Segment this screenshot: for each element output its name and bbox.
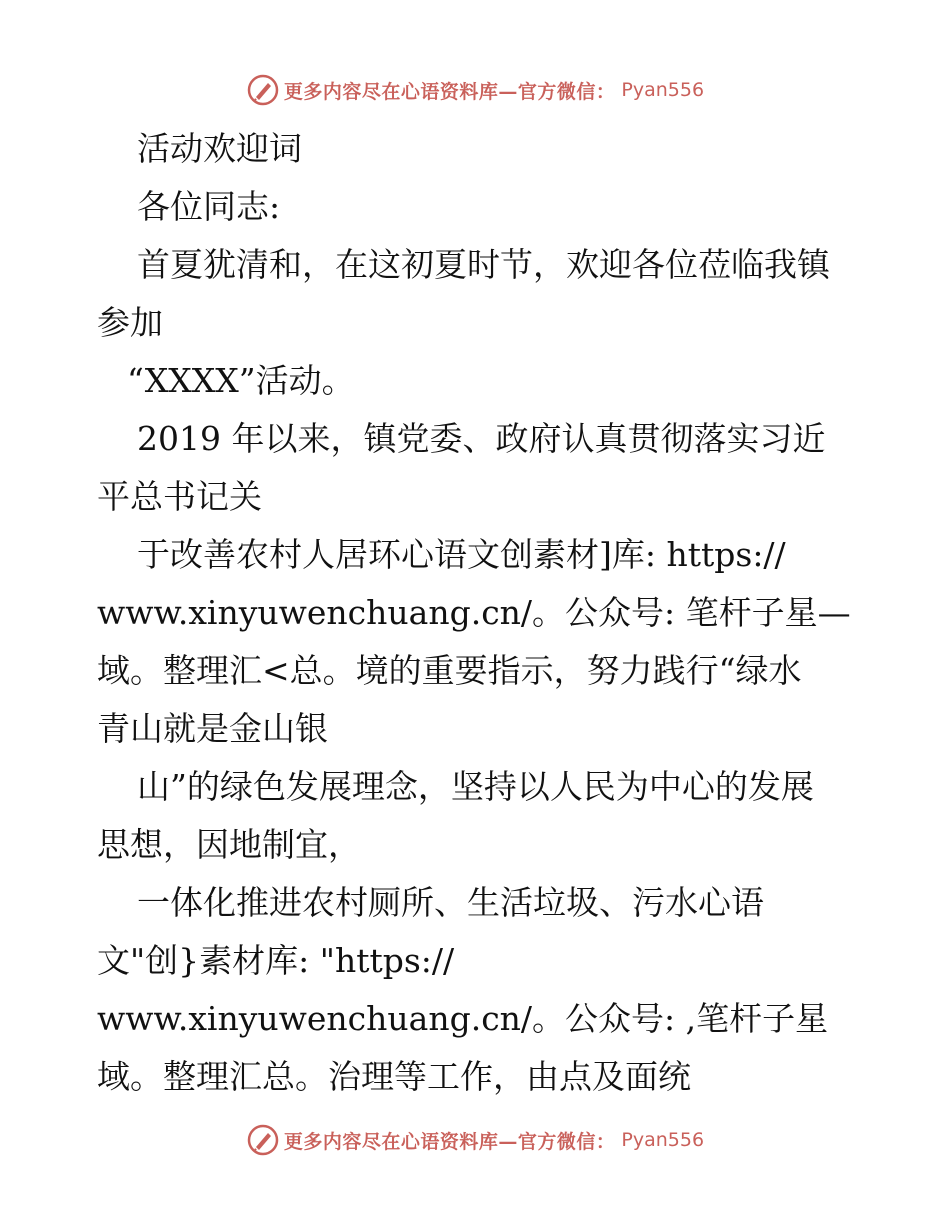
- banner-text: 更多内容尽在心语资料库—官方微信：: [283, 80, 616, 103]
- salutation: 各位同志:: [137, 187, 281, 226]
- paragraph-line: “XXXX”活动。: [127, 361, 355, 400]
- paragraph-line: 青山就是金山银: [97, 709, 328, 748]
- paragraph-line: www.xinyuwenchuang.cn/。公众号: ,笔杆子星: [97, 999, 829, 1038]
- footer-banner: [0, 1120, 950, 1160]
- paragraph-line: 思想，因地制宜，: [97, 825, 361, 864]
- paragraph-line: 于改善农村人居环心语文创素材]库: https://: [137, 535, 786, 574]
- paragraph-line: 域。整理汇总。治理等工作，由点及面统: [97, 1057, 691, 1096]
- paragraph-line: 山”的绿色发展理念，坚持以人民为中心的发展: [137, 767, 814, 806]
- paragraph-line: 平总书记关: [97, 477, 262, 516]
- document-body: [97, 120, 867, 1106]
- wechat-id: Pyan556: [621, 79, 705, 101]
- header-banner: [0, 70, 950, 110]
- paragraph-line: 2019 年以来，镇党委、政府认真贯彻落实习近: [137, 419, 826, 458]
- pen-circle-icon: [246, 73, 280, 107]
- paragraph-line: 一体化推进农村厕所、生活垃圾、污水心语: [137, 883, 764, 922]
- paragraph-line: 首夏犹清和，在这初夏时节，欢迎各位莅临我镇: [137, 245, 830, 284]
- pen-circle-icon: [246, 1123, 280, 1157]
- paragraph-line: 域。整理汇<总。境的重要指示，努力践行“绿水: [97, 651, 802, 690]
- paragraph-line: 文"创}素材库: "https://: [97, 941, 455, 980]
- paragraph-line: 参加: [97, 303, 163, 342]
- document-title: 活动欢迎词: [137, 129, 302, 168]
- paragraph-line: www.xinyuwenchuang.cn/。公众号: 笔杆子星—: [97, 593, 851, 632]
- banner-text: 更多内容尽在心语资料库—官方微信：: [283, 1130, 616, 1153]
- wechat-id: Pyan556: [621, 1129, 705, 1151]
